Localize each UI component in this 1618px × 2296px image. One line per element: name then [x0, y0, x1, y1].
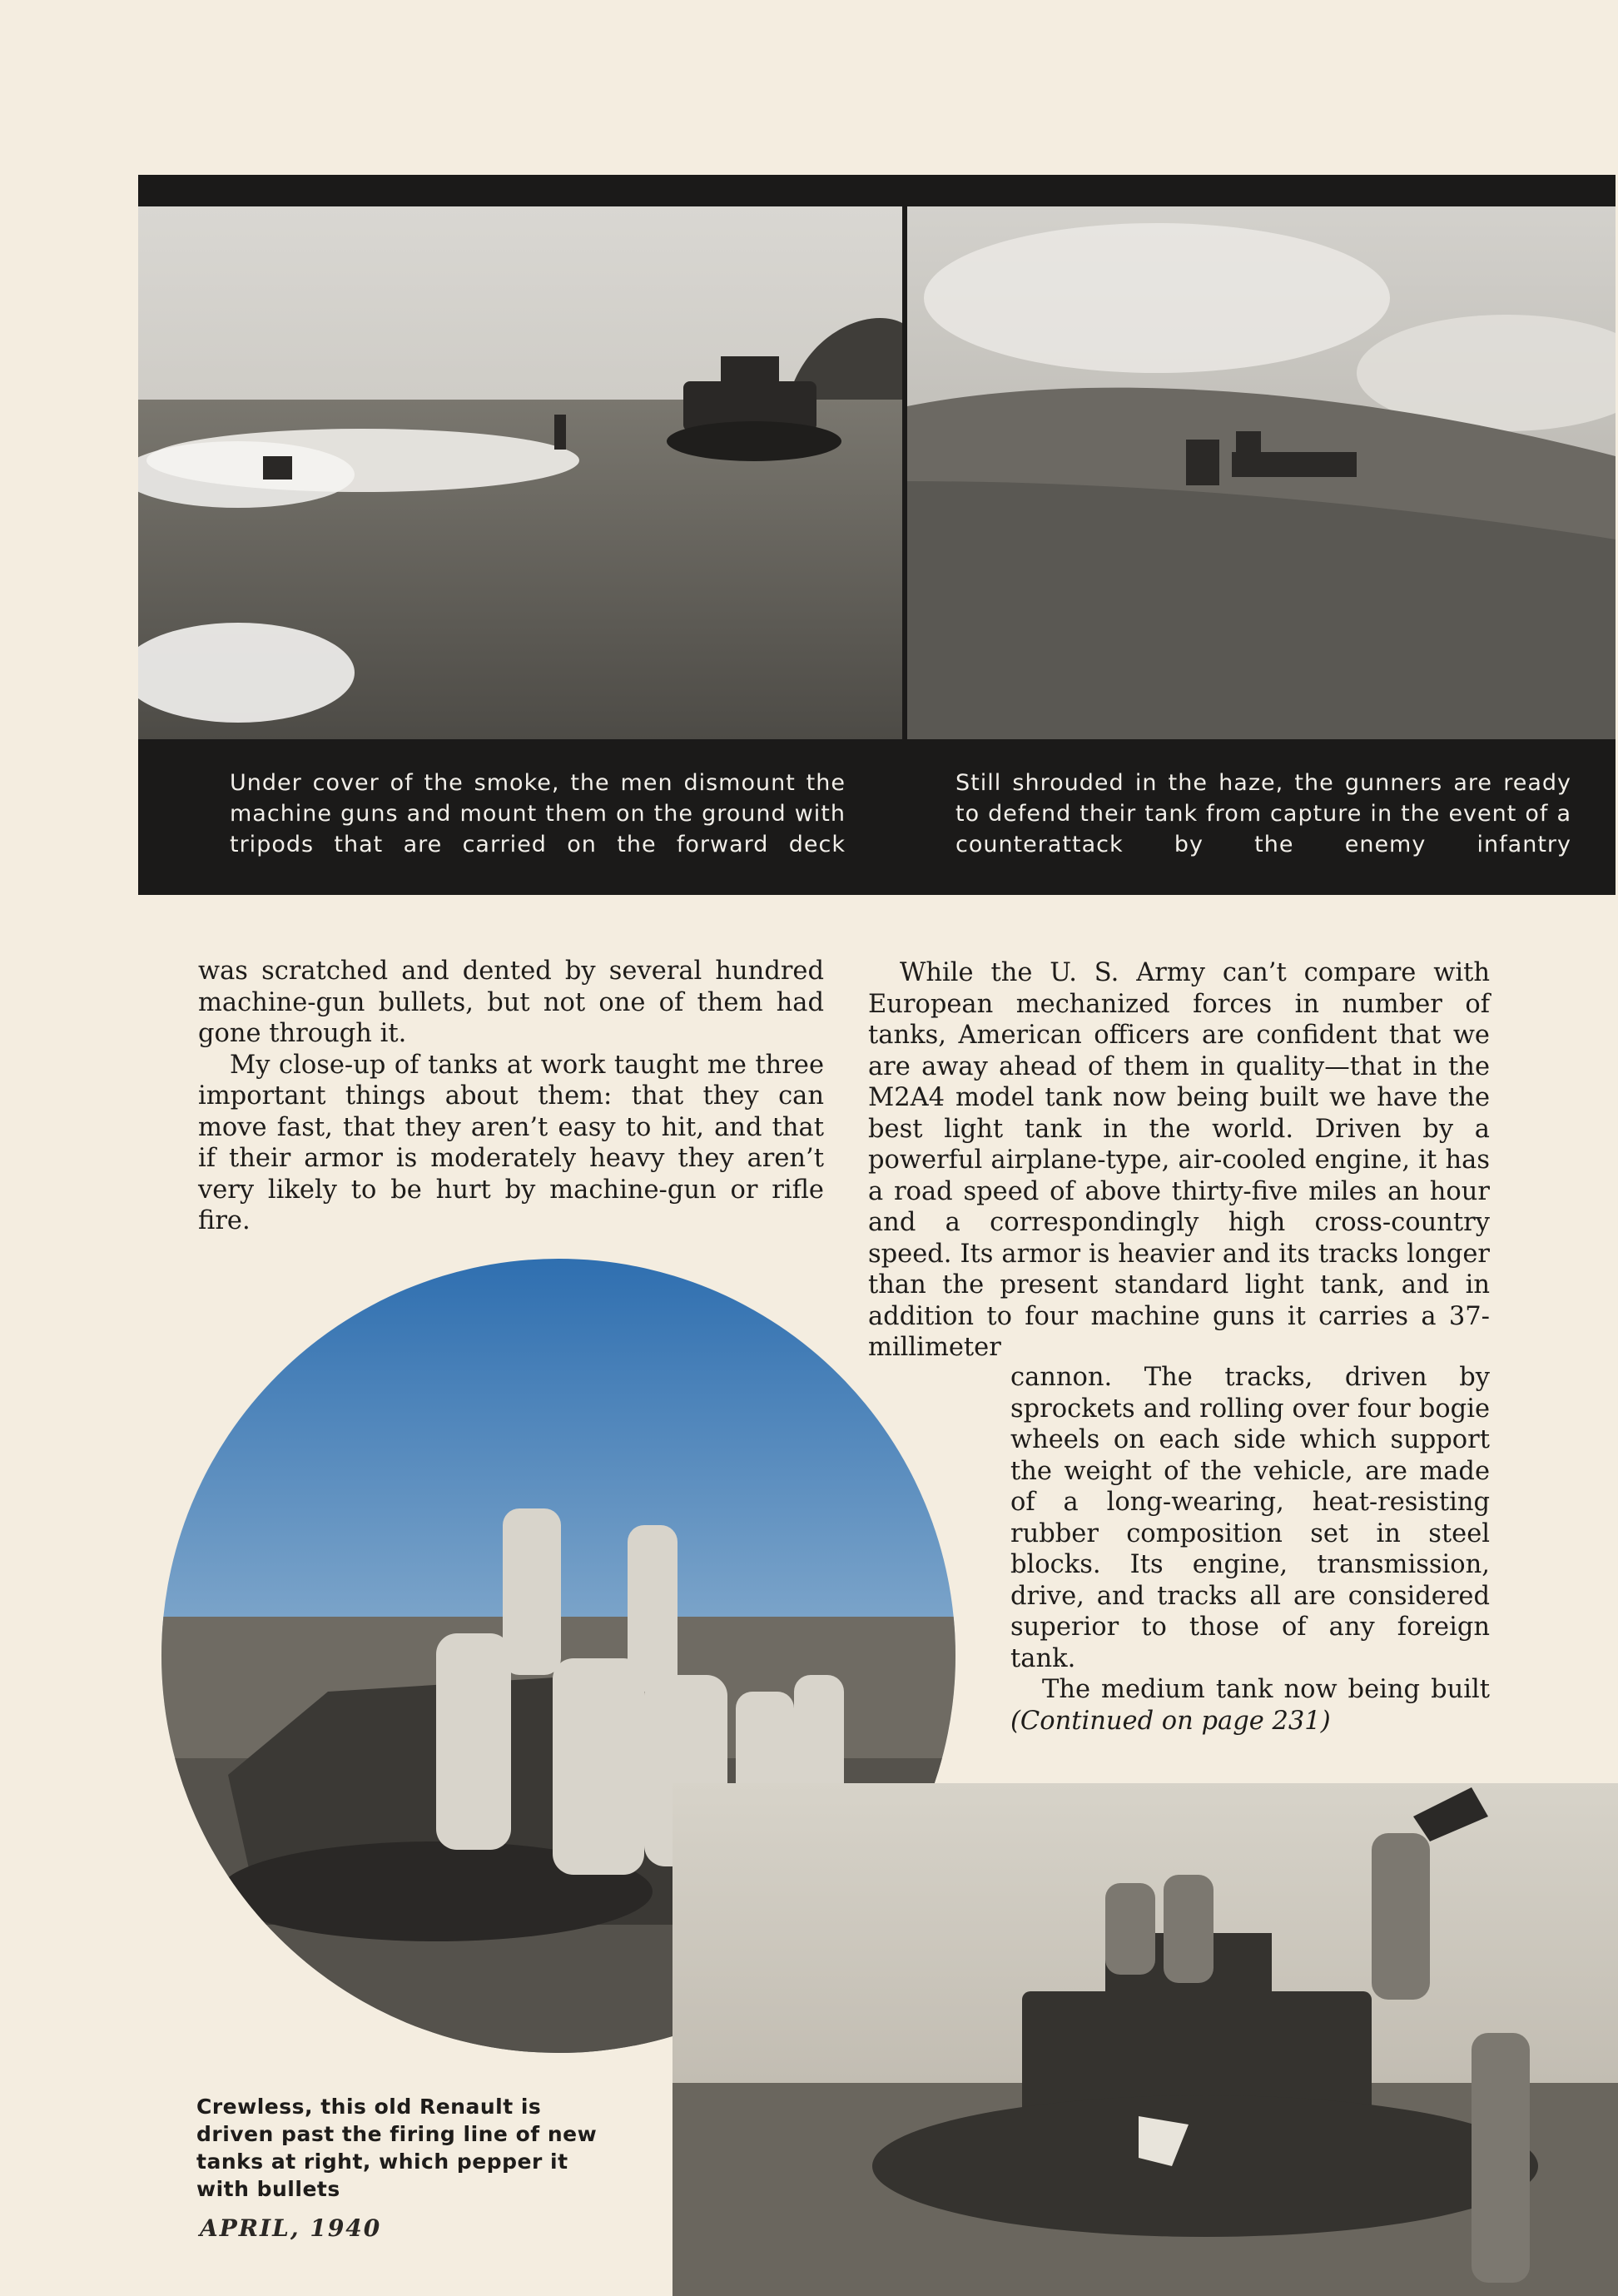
left-photo-caption: Under cover of the smoke, the men dismount the machine guns and mount them on the ground with tripods that are carried on the forward deck	[230, 770, 846, 857]
new-tanks-firing-line-photo	[673, 1783, 1618, 2296]
right-paragraph-1a: While the U. S. Army can’t compare with European mechanized forces in number of tanks, American officers are confident that we are away ahead of them in quality—that in the M2A4 model tank now being built we have the best light tank in the world. Driven by a powerful airplane-type, air-cooled engine, it has a road speed of above thirty-five miles an hour and a correspondingly high cross-country speed. Its armor is heavier and its tracks longer than the present standard light tank, and in addition to four machine guns it carries a 37-millimeter	[868, 958, 1490, 1362]
page-folio: APRIL, 1940	[200, 2214, 382, 2242]
right-column-upper	[868, 957, 1490, 1364]
left-column	[198, 956, 824, 1237]
gunners-haze-photo	[907, 206, 1616, 739]
right-paragraph-1b: cannon. The tracks, driven by sprockets and rolling over four bogie wheels on each side which support the weight of the vehicle, are made of a long-wearing, heat-resisting rubber composition set in steel blocks. Its engine, transmission, drive, and tracks all are considered superior to those of any foreign tank.	[1010, 1363, 1490, 1673]
left-paragraph-2: My close-up of tanks at work taught me three important things about them: that they can move fast, that they aren’t easy to hit, and that if their armor is moderately heavy they aren’t very likely to be hurt by machine-gun or rifle fire.	[198, 1050, 824, 1235]
continued-note: (Continued on page 231)	[1010, 1706, 1331, 1736]
right-paragraph-2-text: The medium tank now being built	[1042, 1675, 1490, 1704]
right-column-lower	[1010, 1362, 1490, 1737]
top-photo-band	[138, 175, 1616, 895]
right-photo-caption: Still shrouded in the haze, the gunners are ready to defend their tank from capture in the event of a counterattack by the enemy infantry	[955, 770, 1571, 857]
circle-photo-caption: Crewless, this old Renault is driven past the firing line of new tanks at right, which pepper it with bullets	[196, 2095, 598, 2201]
left-paragraph-1: was scratched and dented by several hundred machine-gun bullets, but not one of them had gone through it.	[198, 957, 824, 1048]
smoke-dismount-photo	[138, 206, 902, 739]
right-paragraph-2	[1010, 1674, 1490, 1737]
